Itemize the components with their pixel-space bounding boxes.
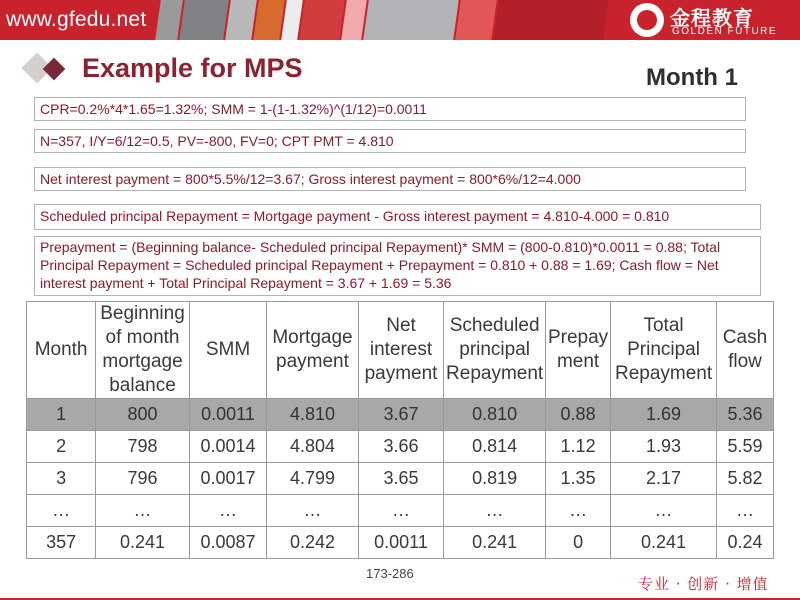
logo-english-text: GOLDEN FUTURE: [672, 26, 778, 37]
column-header-net-interest: Net interest payment: [358, 302, 443, 399]
table-cell: 1.69: [611, 399, 717, 431]
page-number: 173-286: [366, 566, 414, 581]
column-header-scheduled-principal: Scheduled principal Repayment: [444, 302, 546, 399]
table-cell: 0: [546, 527, 611, 559]
column-header-cash-flow: Cash flow: [716, 302, 773, 399]
banner-stripe: [155, 0, 183, 40]
table-cell: 1.93: [611, 431, 717, 463]
table-cell: 0.88: [546, 399, 611, 431]
banner-stripe: [455, 0, 497, 40]
table-cell: 1.12: [546, 431, 611, 463]
table-cell: 0.24: [716, 527, 773, 559]
footer-slogan: 专业 · 创新 · 增值: [638, 575, 769, 593]
banner-stripe: [225, 0, 257, 40]
table-cell: 357: [27, 527, 96, 559]
table-row: [27, 431, 774, 463]
table-row: [27, 495, 774, 527]
table-cell: 4.804: [267, 431, 359, 463]
scheduled-principal-formula: Scheduled principal Repayment = Mortgage payment - Gross interest payment = 4.810-4.000 = 0.810: [34, 204, 761, 230]
table-cell: 5.59: [716, 431, 773, 463]
table-cell: …: [27, 495, 96, 527]
table-cell: 2: [27, 431, 96, 463]
table-cell: 0.0014: [189, 431, 266, 463]
column-header-month: Month: [27, 302, 96, 399]
table-cell: 0.0011: [358, 527, 443, 559]
header-banner: [0, 0, 800, 40]
banner-stripe: [253, 0, 285, 40]
table-cell: 798: [96, 431, 190, 463]
column-header-mortgage-payment: Mortgage payment: [267, 302, 359, 399]
table-cell: 4.810: [267, 399, 359, 431]
table-cell: 1: [27, 399, 96, 431]
table-cell: …: [267, 495, 359, 527]
table-cell: …: [444, 495, 546, 527]
table-cell: 796: [96, 463, 190, 495]
table-cell: 0.241: [96, 527, 190, 559]
table-cell: 0.0087: [189, 527, 266, 559]
table-cell: …: [611, 495, 717, 527]
column-header-smm: SMM: [189, 302, 266, 399]
table-cell: …: [358, 495, 443, 527]
banner-stripe: [179, 0, 229, 40]
table-cell: 3.67: [358, 399, 443, 431]
interest-formula: Net interest payment = 800*5.5%/12=3.67; Gross interest payment = 800*6%/12=4.000: [34, 167, 746, 191]
cpr-smm-formula: CPR=0.2%*4*1.65=1.32%; SMM = 1-(1-1.32%)^(1/12)=0.0011: [34, 97, 746, 121]
table-cell: 0.814: [444, 431, 546, 463]
table-cell: 0.819: [444, 463, 546, 495]
table-cell: 0.241: [444, 527, 546, 559]
table-cell: …: [716, 495, 773, 527]
table-row: [27, 463, 774, 495]
table-cell: …: [546, 495, 611, 527]
banner-stripe: [299, 0, 345, 40]
table-cell: …: [96, 495, 190, 527]
company-logo: [624, 2, 800, 40]
table-cell: 5.36: [716, 399, 773, 431]
table-cell: 3.65: [358, 463, 443, 495]
table-cell: 2.17: [611, 463, 717, 495]
table-cell: 0.0011: [189, 399, 266, 431]
logo-seal-icon: [630, 3, 664, 37]
table-cell: 0.0017: [189, 463, 266, 495]
column-header-beginning-balance: Beginning of month mortgage balance: [96, 302, 190, 399]
table-cell: 0.242: [267, 527, 359, 559]
table-header-row: [27, 302, 774, 399]
table-cell: …: [189, 495, 266, 527]
site-url[interactable]: www.gfedu.net: [6, 8, 147, 31]
slide-title: Example for MPS: [82, 53, 303, 83]
table-cell: 3: [27, 463, 96, 495]
table-cell: 0.810: [444, 399, 546, 431]
column-header-prepayment: Prepay ment: [546, 302, 611, 399]
table-row: [27, 527, 774, 559]
prepayment-formula: Prepayment = (Beginning balance- Scheduled principal Repayment)* SMM = (800-0.810)*0.0011 = 0.88; Total Principal Repayment = Scheduled principal Repayment + Prepayment = 0.810 + 0.88 = 1.69; Cash flow = Net interest payment + Total Principal Repayment = 3.67 + 1.69 = 5.36: [34, 236, 761, 296]
table-cell: 5.82: [716, 463, 773, 495]
banner-stripe: [363, 0, 459, 40]
table-cell: 800: [96, 399, 190, 431]
month-label: Month 1: [646, 64, 738, 91]
column-header-total-principal: Total Principal Repayment: [611, 302, 717, 399]
table-cell: 4.799: [267, 463, 359, 495]
logo-chinese-text: 金程教育: [670, 6, 754, 30]
table-row: [27, 399, 774, 431]
mps-table: [26, 301, 774, 559]
pmt-formula: N=357, I/Y=6/12=0.5, PV=-800, FV=0; CPT PMT = 4.810: [34, 129, 746, 153]
banner-stripe: [493, 0, 609, 40]
table-cell: 3.66: [358, 431, 443, 463]
table-cell: 1.35: [546, 463, 611, 495]
table-cell: 0.241: [611, 527, 717, 559]
